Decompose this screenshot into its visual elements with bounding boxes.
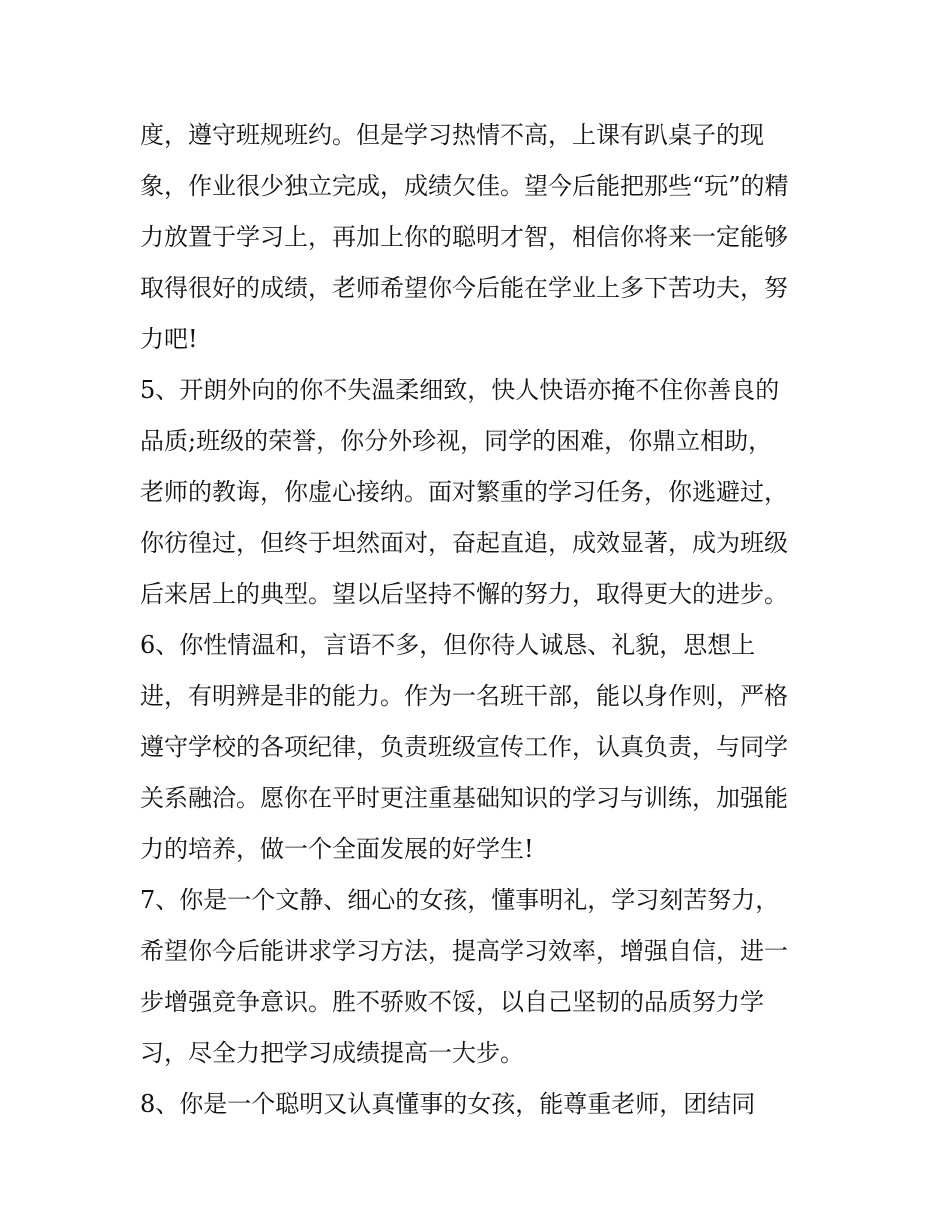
- text-line: 力放置于学习上，再加上你的聪明才智，相信你将来一定能够: [140, 223, 788, 251]
- text-line: 力吧!: [140, 325, 198, 353]
- text-line: 度，遵守班规班约。但是学习热情不高，上课有趴桌子的现: [140, 121, 764, 149]
- text-line: 你彷徨过，但终于坦然面对，奋起直追，成效显著，成为班级: [140, 529, 788, 557]
- body-text: [140, 110, 820, 1130]
- text-line: 象，作业很少独立完成，成绩欠佳。望今后能把那些“玩”的精: [140, 172, 789, 200]
- text-line: 遵守学校的各项纪律，负责班级宣传工作，认真负责，与同学: [140, 733, 788, 761]
- text-line: 5、开朗外向的你不失温柔细致，快人快语亦掩不住你善良的: [140, 376, 780, 404]
- text-line: 品质;班级的荣誉，你分外珍视，同学的困难，你鼎立相助，: [140, 427, 773, 455]
- text-line: 6、你性情温和，言语不多，但你待人诚恳、礼貌，思想上: [140, 631, 756, 659]
- text-line: 8、你是一个聪明又认真懂事的女孩，能尊重老师，团结同: [140, 1090, 756, 1118]
- text-line: 步增强竞争意识。胜不骄败不馁，以自己坚韧的品质努力学: [140, 988, 764, 1016]
- text-line: 取得很好的成绩，老师希望你今后能在学业上多下苦功夫，努: [140, 274, 788, 302]
- text-line: 力的培养，做一个全面发展的好学生!: [140, 835, 534, 863]
- text-line: 后来居上的典型。望以后坚持不懈的努力，取得更大的进步。: [140, 580, 788, 608]
- text-line: 希望你今后能讲求学习方法，提高学习效率，增强自信，进一: [140, 937, 788, 965]
- text-line: 关系融洽。愿你在平时更注重基础知识的学习与训练，加强能: [140, 784, 788, 812]
- text-line: 习，尽全力把学习成绩提高一大步。: [140, 1039, 524, 1067]
- text-line: 进，有明辨是非的能力。作为一名班干部，能以身作则，严格: [140, 682, 788, 710]
- text-line: 老师的教诲，你虚心接纳。面对繁重的学习任务，你逃避过，: [140, 478, 788, 506]
- text-line: 7、你是一个文静、细心的女孩，懂事明礼，学习刻苦努力，: [140, 886, 780, 914]
